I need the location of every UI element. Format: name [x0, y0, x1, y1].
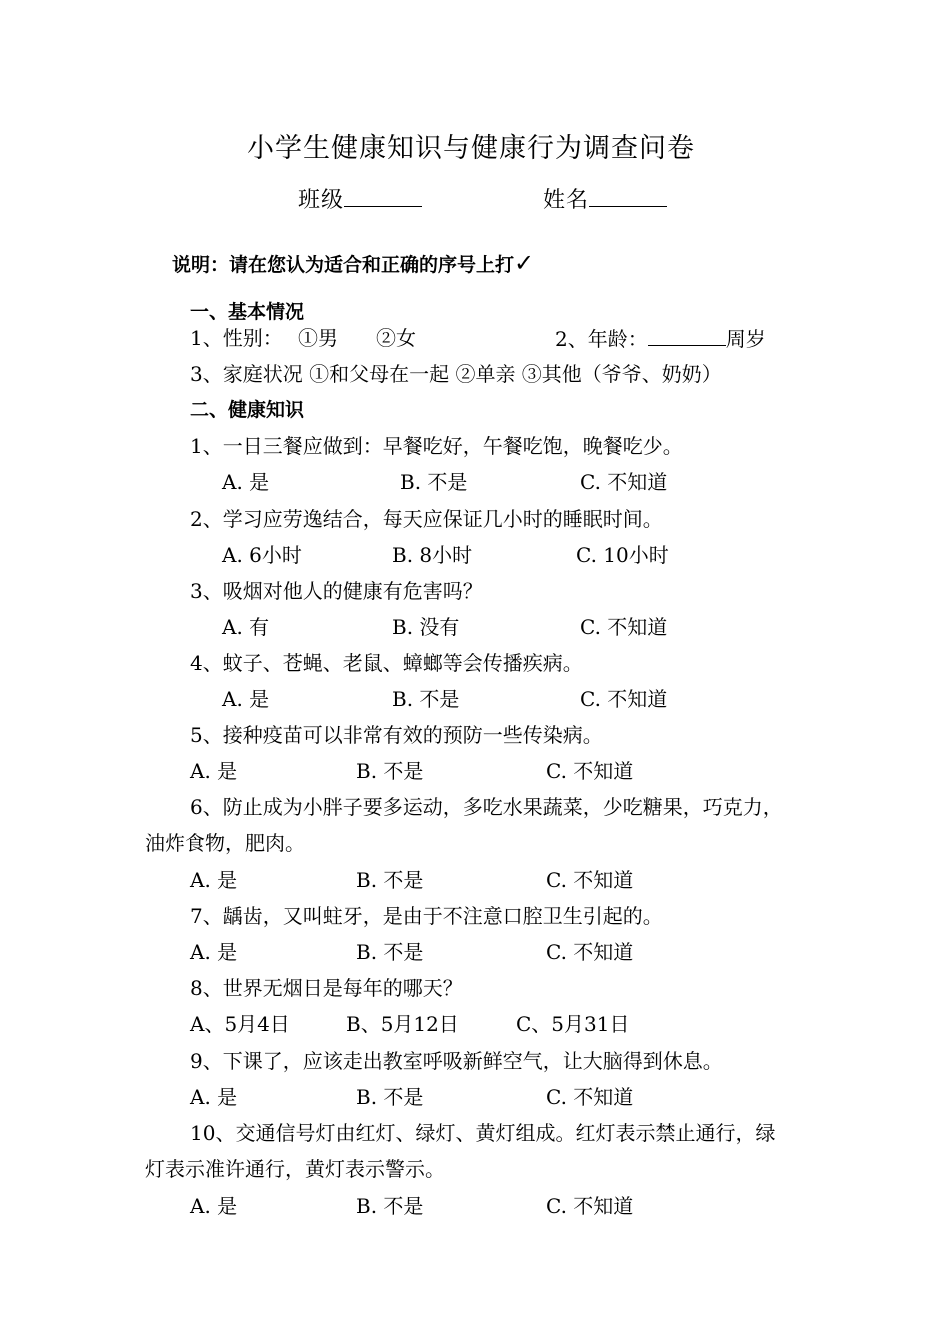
question-10-line-2: 灯表示准许通行，黄灯表示警示。 — [145, 1157, 445, 1181]
q1-option-b[interactable]: B. 不是 — [400, 470, 468, 494]
gender-option-male[interactable]: ①男 — [298, 326, 338, 350]
gender-label: 1、性别： — [190, 326, 283, 350]
q4-option-c[interactable]: C. 不知道 — [580, 687, 668, 711]
q5-option-b[interactable]: B. 不是 — [356, 759, 424, 783]
age-field — [555, 325, 766, 352]
question-9: 9、下课了，应该走出教室呼吸新鲜空气，让大脑得到休息。 — [190, 1049, 723, 1073]
q10-option-b[interactable]: B. 不是 — [356, 1194, 424, 1218]
q4-option-b[interactable]: B. 不是 — [392, 687, 460, 711]
instruction — [172, 250, 534, 278]
q7-option-b[interactable]: B. 不是 — [356, 940, 424, 964]
class-blank[interactable] — [344, 186, 422, 207]
question-6-line-1: 6、防止成为小胖子要多运动，多吃水果蔬菜，少吃糖果，巧克力， — [190, 795, 783, 819]
question-3: 3、吸烟对他人的健康有危害吗？ — [190, 579, 483, 603]
age-label: 2、年龄： — [555, 327, 648, 351]
q6-option-c[interactable]: C. 不知道 — [546, 868, 634, 892]
q6-option-b[interactable]: B. 不是 — [356, 868, 424, 892]
age-unit: 周岁 — [725, 327, 766, 351]
q7-option-a[interactable]: A. 是 — [190, 940, 238, 964]
question-7: 7、龋齿，又叫蛀牙，是由于不注意口腔卫生引起的。 — [190, 904, 663, 928]
check-mark-icon: ✓ — [514, 249, 535, 277]
q9-option-c[interactable]: C. 不知道 — [546, 1085, 634, 1109]
section-heading-basic: 一、基本情况 — [190, 301, 305, 323]
name-field — [543, 186, 667, 215]
q9-option-a[interactable]: A. 是 — [190, 1085, 238, 1109]
question-1: 1、一日三餐应做到：早餐吃好，午餐吃饱，晚餐吃少。 — [190, 434, 683, 458]
q6-option-a[interactable]: A. 是 — [190, 868, 238, 892]
q7-option-c[interactable]: C. 不知道 — [546, 940, 634, 964]
q1-option-c[interactable]: C. 不知道 — [580, 470, 668, 494]
q8-option-a[interactable]: A、5月4日 — [190, 1012, 290, 1036]
q10-option-c[interactable]: C. 不知道 — [546, 1194, 634, 1218]
q8-option-c[interactable]: C、5月31日 — [516, 1012, 630, 1036]
question-10-line-1: 10、交通信号灯由红灯、绿灯、黄灯组成。红灯表示禁止通行，绿 — [190, 1121, 776, 1145]
q5-option-a[interactable]: A. 是 — [190, 759, 238, 783]
gender-option-female[interactable]: ②女 — [376, 326, 416, 350]
section-heading-knowledge: 二、健康知识 — [190, 399, 305, 421]
question-2: 2、学习应劳逸结合，每天应保证几小时的睡眠时间。 — [190, 507, 663, 531]
name-blank[interactable] — [589, 186, 667, 207]
instruction-text: 说明：请在您认为适合和正确的序号上打 — [172, 254, 515, 276]
question-5: 5、接种疫苗可以非常有效的预防一些传染病。 — [190, 723, 603, 747]
family-status: 3、家庭状况 ①和父母在一起 ②单亲 ③其他（爷爷、奶奶） — [190, 362, 722, 386]
question-6-line-2: 油炸食物，肥肉。 — [145, 831, 305, 855]
class-label: 班级 — [298, 188, 345, 213]
q2-option-a[interactable]: A. 6小时 — [222, 543, 302, 567]
q2-option-c[interactable]: C. 10小时 — [576, 543, 669, 567]
q8-option-b[interactable]: B、5月12日 — [346, 1012, 459, 1036]
name-label: 姓名 — [543, 188, 590, 213]
q9-option-b[interactable]: B. 不是 — [356, 1085, 424, 1109]
q3-option-b[interactable]: B. 没有 — [392, 615, 460, 639]
q5-option-c[interactable]: C. 不知道 — [546, 759, 634, 783]
question-8: 8、世界无烟日是每年的哪天？ — [190, 976, 463, 1000]
q4-option-a[interactable]: A. 是 — [222, 687, 270, 711]
q3-option-a[interactable]: A. 有 — [222, 615, 270, 639]
class-field — [298, 186, 422, 215]
q3-option-c[interactable]: C. 不知道 — [580, 615, 668, 639]
q1-option-a[interactable]: A. 是 — [222, 470, 270, 494]
q2-option-b[interactable]: B. 8小时 — [392, 543, 473, 567]
q10-option-a[interactable]: A. 是 — [190, 1194, 238, 1218]
age-blank[interactable] — [648, 325, 726, 346]
question-4: 4、蚊子、苍蝇、老鼠、蟑螂等会传播疾病。 — [190, 651, 583, 675]
page-title: 小学生健康知识与健康行为调查问卷 — [247, 133, 695, 164]
